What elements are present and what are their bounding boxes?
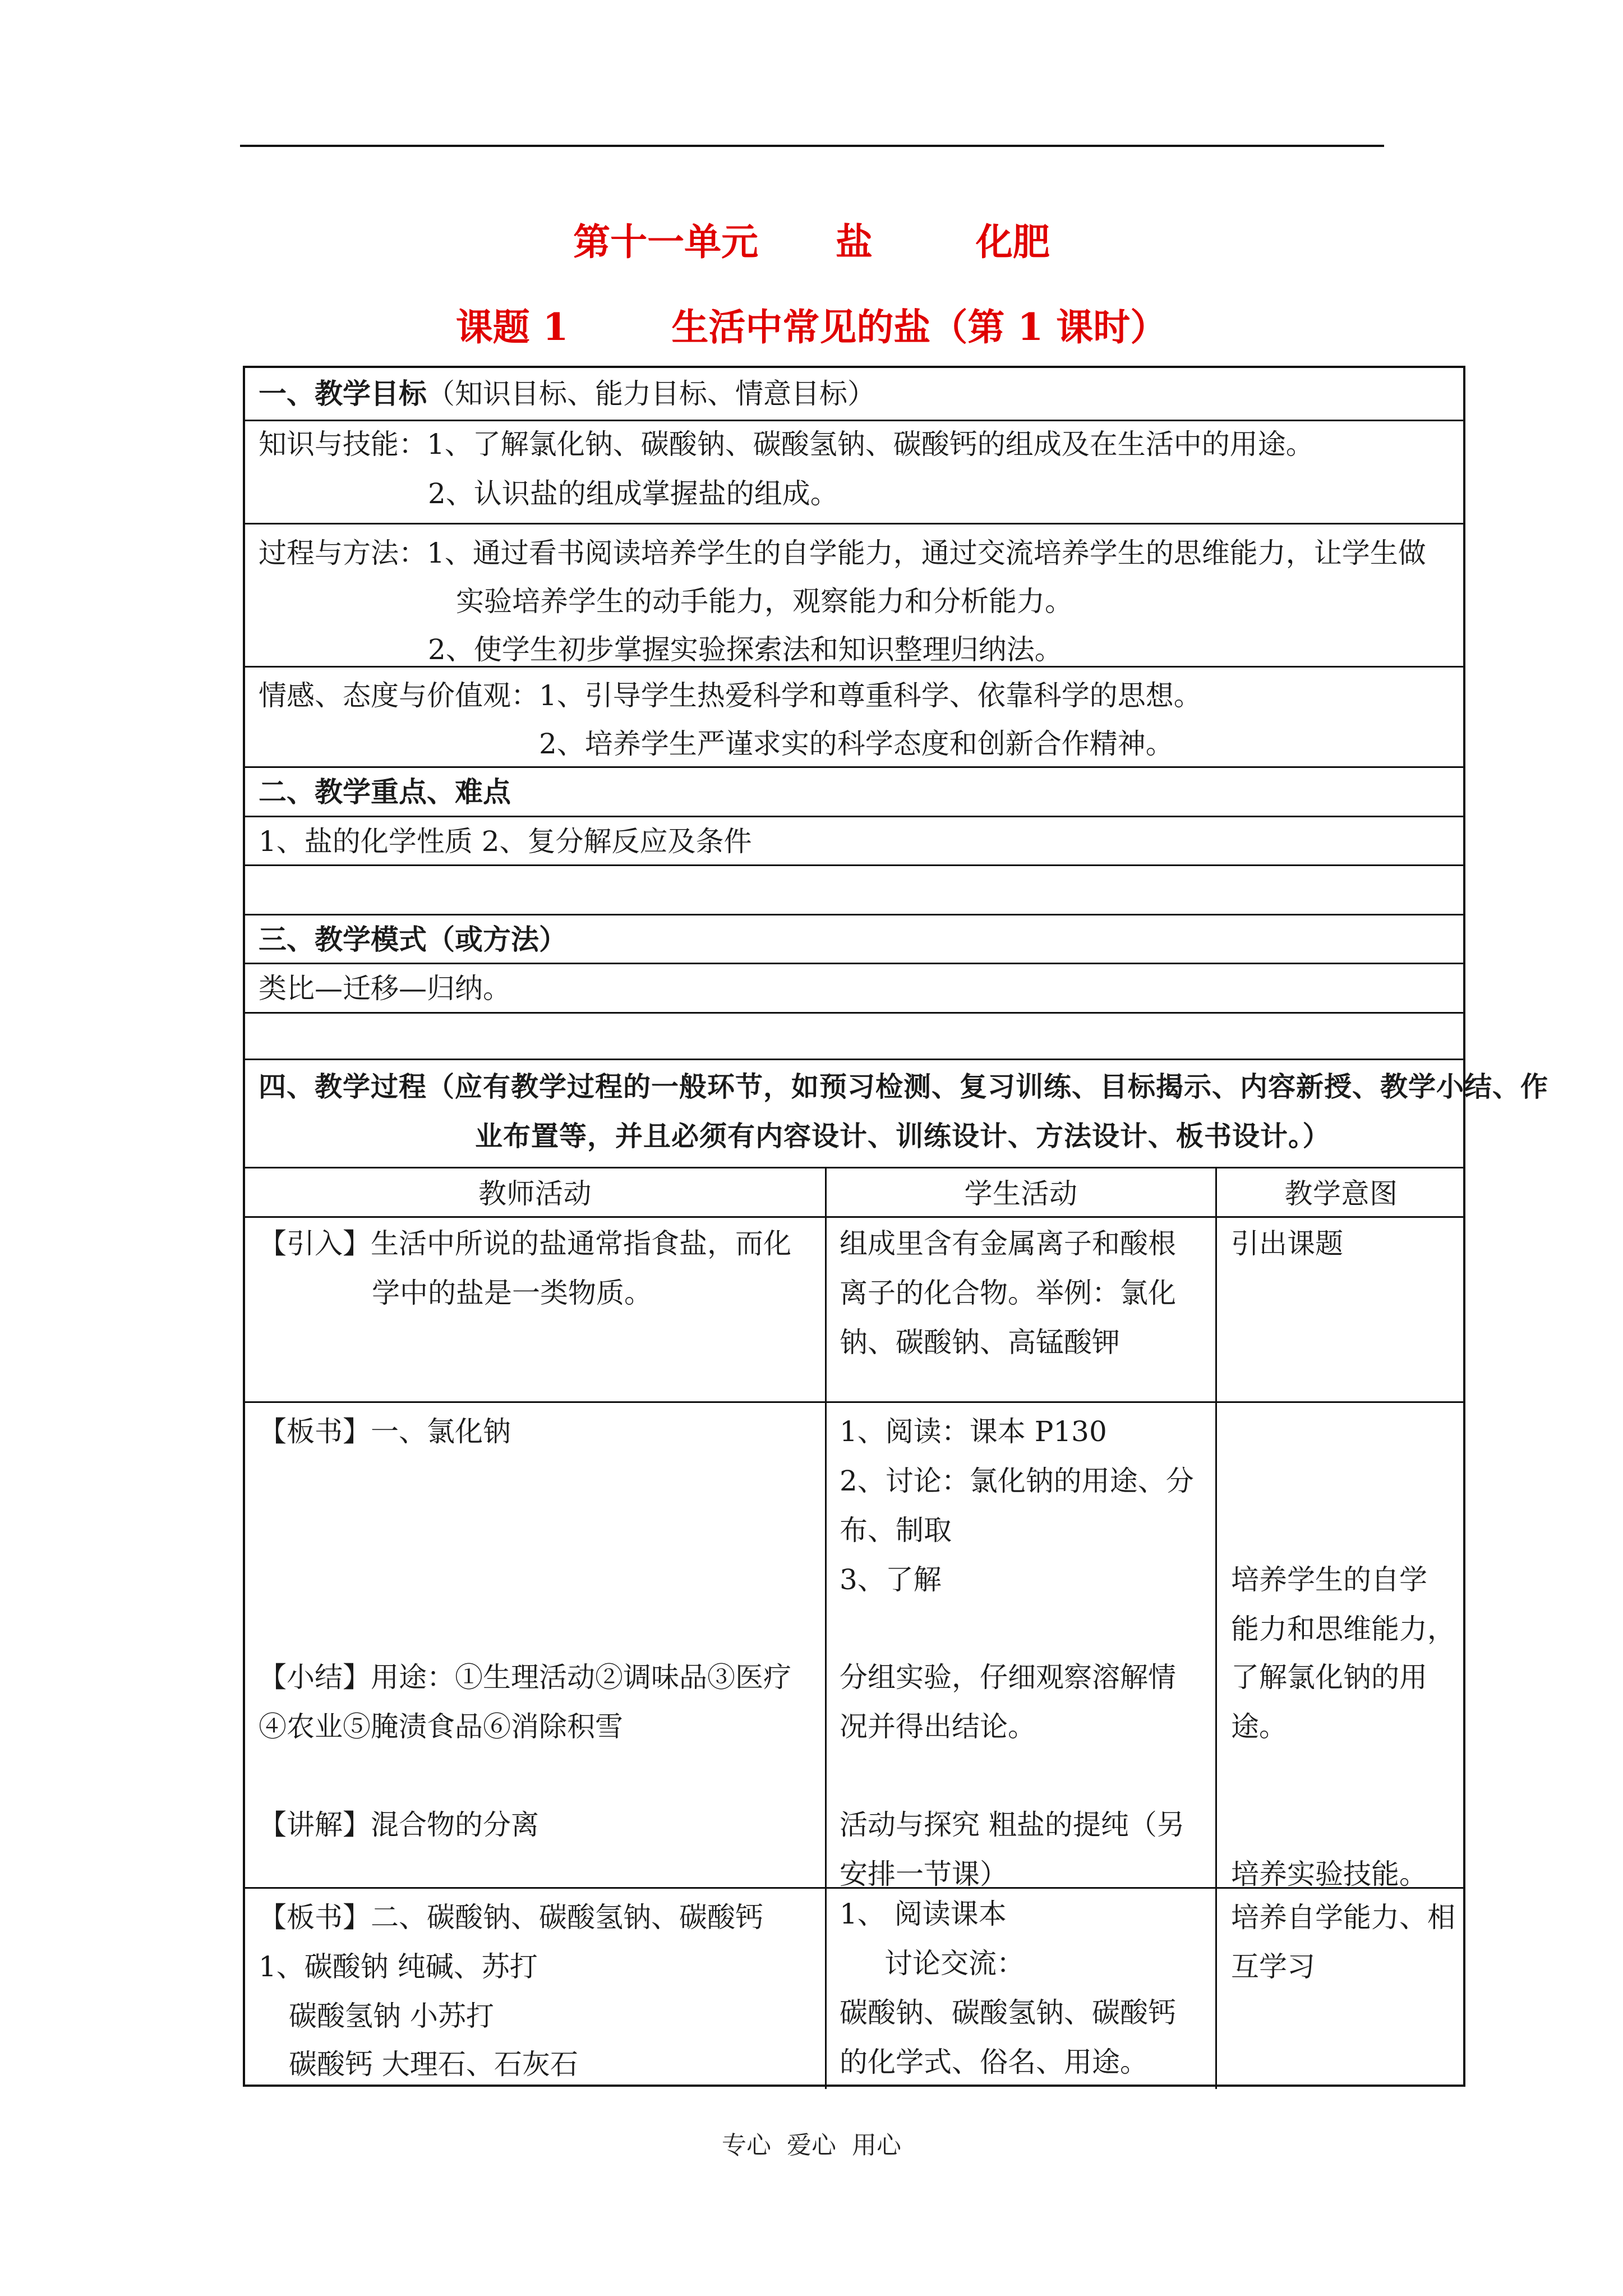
column-header-student: 学生活动 <box>964 1177 1078 1210</box>
student-activity: 讨论交流： <box>884 1947 1025 1980</box>
knowledge-item: 1、了解氯化钠、碳酸钠、碳酸氢钠、碳酸钙的组成及在生活中的用途。 <box>427 428 1314 461</box>
column-header-teacher: 教师活动 <box>478 1177 592 1210</box>
teaching-intent: 互学习 <box>1231 1950 1315 1983</box>
student-activity: 况并得出结论。 <box>840 1710 1036 1743</box>
knowledge-item: 2、认识盐的组成掌握盐的组成。 <box>428 477 838 510</box>
column-divider <box>1215 1167 1217 2089</box>
teaching-intent: 引出课题 <box>1231 1227 1343 1260</box>
teacher-activity: 【讲解】混合物的分离 <box>259 1809 539 1841</box>
teaching-intent: 途。 <box>1231 1710 1287 1743</box>
student-activity: 2、讨论：氯化钠的用途、分 <box>840 1465 1194 1497</box>
student-activity: 离子的化合物。举例：氯化 <box>840 1277 1176 1309</box>
mode-text: 类比—迁移—归纳。 <box>259 972 511 1005</box>
student-activity: 3、了解 <box>840 1563 942 1596</box>
row-divider <box>245 1167 1463 1168</box>
objectives-heading: 一、教学目标 <box>259 377 427 410</box>
key-points-heading: 二、教学重点、难点 <box>259 775 511 808</box>
student-activity: 钠、碳酸钠、高锰酸钾 <box>840 1326 1120 1359</box>
key-points-text: 1、盐的化学性质 2、复分解反应及条件 <box>259 825 752 858</box>
mode-heading: 三、教学模式（或方法） <box>259 923 567 956</box>
teaching-intent: 培养实验技能。 <box>1231 1858 1427 1890</box>
teaching-intent: 培养学生的自学 <box>1231 1563 1427 1596</box>
teacher-activity: 【板书】一、氯化钠 <box>259 1415 511 1448</box>
process-label: 过程与方法： <box>259 537 427 569</box>
student-activity: 碳酸钠、碳酸氢钠、碳酸钙 <box>840 1996 1176 2029</box>
process-line-1 <box>259 528 1426 578</box>
student-activity: 的化学式、俗名、用途。 <box>840 2046 1148 2078</box>
teaching-intent: 了解氯化钠的用 <box>1231 1661 1427 1694</box>
objectives-heading-note: （知识目标、能力目标、情意目标） <box>427 378 875 410</box>
teacher-activity: ④农业⑤腌渍食品⑥消除积雪 <box>259 1710 623 1743</box>
lesson-title: 课题 1 生活中常见的盐（第 1 课时） <box>455 305 1168 349</box>
teacher-activity: 学中的盐是一类物质。 <box>372 1277 652 1309</box>
process-item: 2、使学生初步掌握实验探索法和知识整理归纳法。 <box>428 633 1063 666</box>
header-rule <box>240 145 1384 147</box>
knowledge-line-1 <box>259 420 1314 469</box>
teacher-activity: 1、碳酸钠 纯碱、苏打 <box>259 1950 538 1983</box>
unit-title: 第十一单元 盐 化肥 <box>573 220 1050 264</box>
emotion-item: 1、引导学生热爱科学和尊重科学、依靠科学的思想。 <box>539 679 1202 712</box>
student-activity: 组成里含有金属离子和酸根 <box>840 1227 1176 1260</box>
column-header-intent: 教学意图 <box>1284 1177 1398 1210</box>
teacher-activity: 【引入】生活中所说的盐通常指食盐，而化 <box>259 1227 791 1260</box>
lesson-plan-table <box>243 366 1549 2087</box>
process-heading-line-2: 业布置等，并且必须有内容设计、训练设计、方法设计、板书设计。） <box>475 1120 1331 1152</box>
emotion-item: 2、培养学生严谨求实的科学态度和创新合作精神。 <box>539 728 1174 760</box>
teaching-intent: 培养自学能力、相 <box>1231 1901 1455 1934</box>
teacher-activity: 碳酸钙 大理石、石灰石 <box>289 2048 578 2081</box>
teacher-activity: 碳酸氢钠 小苏打 <box>289 2000 494 2032</box>
teaching-intent: 能力和思维能力， <box>1231 1613 1455 1645</box>
emotion-label: 情感、态度与价值观： <box>259 679 539 712</box>
student-activity: 安排一节课） <box>840 1858 1008 1890</box>
objectives-heading-line <box>259 369 875 418</box>
emotion-line-1 <box>259 671 1202 720</box>
row-divider <box>245 523 1463 524</box>
teacher-activity: 【板书】二、碳酸钠、碳酸氢钠、碳酸钙 <box>259 1901 763 1934</box>
knowledge-label: 知识与技能： <box>259 428 427 461</box>
student-activity: 活动与探究 粗盐的提纯（另 <box>840 1809 1185 1841</box>
row-divider <box>245 1059 1463 1060</box>
student-activity: 布、制取 <box>840 1514 952 1547</box>
student-activity: 1、 阅读课本 <box>840 1898 1007 1930</box>
process-item: 1、通过看书阅读培养学生的自学能力，通过交流培养学生的思维能力，让学生做 <box>427 537 1426 569</box>
process-heading-line-1: 四、教学过程（应有教学过程的一般环节，如预习检测、复习训练、目标揭示、内容新授、教学小结、作 <box>259 1070 1549 1103</box>
page-footer: 专心 爱心 用心 <box>722 2131 901 2160</box>
row-divider <box>245 1401 1463 1403</box>
student-activity: 1、阅读：课本 P130 <box>840 1415 1107 1448</box>
column-divider <box>825 1167 827 2089</box>
process-item: 实验培养学生的动手能力，观察能力和分析能力。 <box>456 585 1073 618</box>
student-activity: 分组实验，仔细观察溶解情 <box>840 1661 1176 1694</box>
teacher-activity: 【小结】用途：①生理活动②调味品③医疗 <box>259 1661 791 1694</box>
